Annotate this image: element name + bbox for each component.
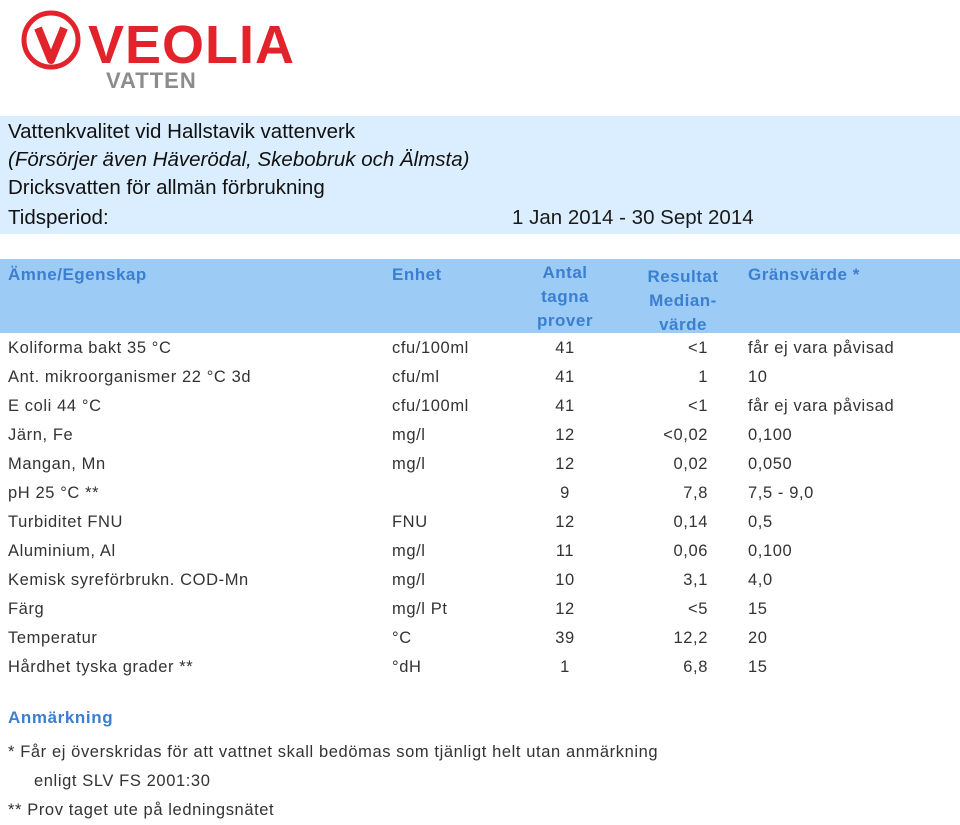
logo-brand-text: VEOLIA xyxy=(88,15,296,75)
cell-name: Färg xyxy=(8,600,45,618)
note-line: enligt SLV FS 2001:30 xyxy=(34,772,211,790)
cell-unit: mg/l xyxy=(392,455,426,473)
cell-name: Ant. mikroorganismer 22 °C 3d xyxy=(8,368,252,386)
col-header-enhet: Enhet xyxy=(392,265,442,284)
cell-unit: °C xyxy=(392,629,412,647)
cell-name: Kemisk syreförbrukn. COD-Mn xyxy=(8,571,249,589)
table-row xyxy=(0,653,960,682)
cell-name: Turbiditet FNU xyxy=(8,513,124,531)
cell-unit: °dH xyxy=(392,658,422,676)
cell-result: <1 xyxy=(687,397,708,415)
cell-antal: 12 xyxy=(555,455,575,473)
table-row xyxy=(0,334,960,363)
cell-unit: mg/l xyxy=(392,571,426,589)
cell-antal: 41 xyxy=(555,368,575,386)
cell-antal: 41 xyxy=(555,339,575,357)
table-row xyxy=(0,624,960,653)
cell-limit: 20 xyxy=(748,629,768,647)
table-header xyxy=(0,259,960,333)
col-header-result xyxy=(628,265,738,337)
cell-name: Järn, Fe xyxy=(8,426,74,444)
table-row xyxy=(0,566,960,595)
cell-unit: cfu/ml xyxy=(392,368,440,386)
cell-name: Aluminium, Al xyxy=(8,542,116,560)
cell-result: 0,02 xyxy=(673,455,708,473)
col-header-result-line1: Resultat xyxy=(647,267,719,286)
col-header-result-line3: värde xyxy=(659,315,707,334)
cell-limit: får ej vara påvisad xyxy=(748,339,895,357)
cell-limit: 15 xyxy=(748,600,768,618)
cell-limit: 0,5 xyxy=(748,513,773,531)
cell-antal: 11 xyxy=(555,542,575,560)
note-line: * Får ej överskridas för att vattnet skall bedömas som tjänligt helt utan anmärkning xyxy=(8,743,659,761)
cell-result: 3,1 xyxy=(683,571,708,589)
cell-antal: 12 xyxy=(555,600,575,618)
table-row xyxy=(0,537,960,566)
cell-unit: cfu/100ml xyxy=(392,397,469,415)
cell-antal: 39 xyxy=(555,629,575,647)
cell-name: Mangan, Mn xyxy=(8,455,106,473)
cell-unit: mg/l xyxy=(392,426,426,444)
report-header xyxy=(0,116,960,234)
cell-result: 1 xyxy=(698,368,708,386)
report-subtitle: (Försörjer även Häverödal, Skebobruk och Älmsta) xyxy=(8,148,470,171)
table-body xyxy=(0,334,960,682)
cell-result: 6,8 xyxy=(683,658,708,676)
cell-result: 0,14 xyxy=(673,513,708,531)
cell-antal: 10 xyxy=(555,571,575,589)
cell-result: <0,02 xyxy=(663,426,708,444)
cell-result: 0,06 xyxy=(673,542,708,560)
col-header-amne: Ämne/Egenskap xyxy=(8,265,147,284)
period-value: 1 Jan 2014 - 30 Sept 2014 xyxy=(512,206,754,229)
note-line: ** Prov taget ute på ledningsnätet xyxy=(8,801,275,819)
cell-result: <5 xyxy=(687,600,708,618)
cell-unit: FNU xyxy=(392,513,428,531)
col-header-result-line2: Median- xyxy=(649,291,717,310)
col-header-grans: Gränsvärde * xyxy=(748,265,860,284)
cell-limit: får ej vara påvisad xyxy=(748,397,895,415)
cell-limit: 7,5 - 9,0 xyxy=(748,484,814,502)
veolia-logo xyxy=(18,8,318,92)
col-header-antal-line1: Antal xyxy=(542,263,588,282)
table-row xyxy=(0,450,960,479)
cell-limit: 0,050 xyxy=(748,455,793,473)
cell-result: 12,2 xyxy=(673,629,708,647)
col-header-antal-line3: prover xyxy=(537,311,593,330)
report-title: Vattenkvalitet vid Hallstavik vattenverk xyxy=(8,120,356,143)
cell-limit: 0,100 xyxy=(748,542,793,560)
cell-result: <1 xyxy=(687,339,708,357)
cell-antal: 12 xyxy=(555,513,575,531)
logo-sub-text: VATTEN xyxy=(106,68,197,92)
cell-antal: 1 xyxy=(560,658,570,676)
period-label: Tidsperiod: xyxy=(8,206,109,229)
cell-name: Temperatur xyxy=(8,629,98,647)
cell-limit: 15 xyxy=(748,658,768,676)
table-row xyxy=(0,508,960,537)
cell-name: Hårdhet tyska grader ** xyxy=(8,658,194,676)
cell-name: E coli 44 °C xyxy=(8,397,102,415)
table-row xyxy=(0,392,960,421)
cell-antal: 9 xyxy=(560,484,570,502)
cell-limit: 4,0 xyxy=(748,571,773,589)
cell-name: Koliforma bakt 35 °C xyxy=(8,339,172,357)
notes-section xyxy=(8,708,658,825)
cell-unit: mg/l xyxy=(392,542,426,560)
col-header-antal xyxy=(520,261,610,333)
cell-unit: mg/l Pt xyxy=(392,600,448,618)
cell-antal: 12 xyxy=(555,426,575,444)
table-row xyxy=(0,363,960,392)
table-row xyxy=(0,595,960,624)
cell-result: 7,8 xyxy=(683,484,708,502)
cell-name: pH 25 °C ** xyxy=(8,484,100,502)
cell-limit: 10 xyxy=(748,368,768,386)
cell-antal: 41 xyxy=(555,397,575,415)
cell-limit: 0,100 xyxy=(748,426,793,444)
notes-title: Anmärkning xyxy=(8,708,114,727)
col-header-antal-line2: tagna xyxy=(541,287,589,306)
report-description: Dricksvatten för allmän förbrukning xyxy=(8,176,325,199)
cell-unit: cfu/100ml xyxy=(392,339,469,357)
table-row xyxy=(0,479,960,508)
table-row xyxy=(0,421,960,450)
